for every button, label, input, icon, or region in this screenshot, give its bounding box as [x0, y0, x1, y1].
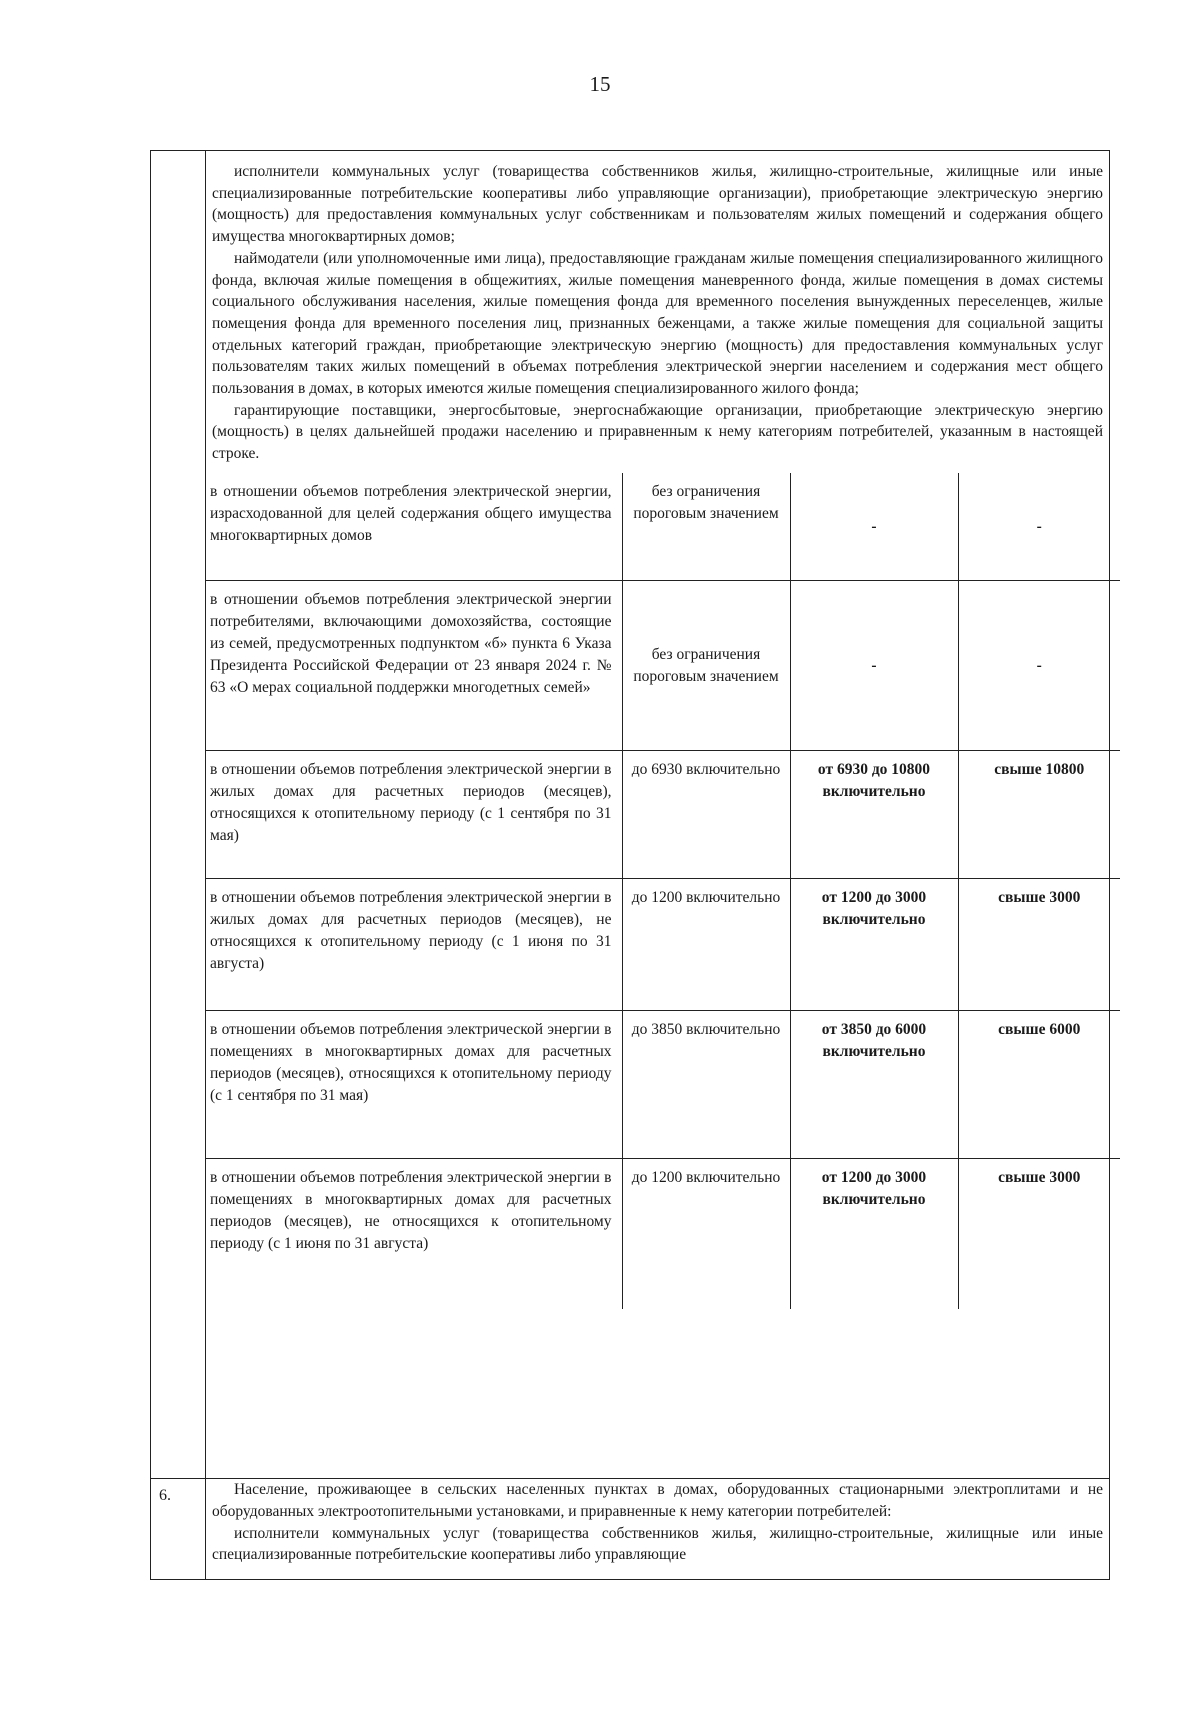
threshold-range-3: свыше 3000 [958, 1159, 1120, 1309]
section-6-paragraph: исполнители коммунальных услуг (товарищества собственников жилья, жилищно-строительные, жилищные или иные специализированные потребительские кооперативы либо управляющие [212, 1524, 1103, 1564]
consumption-condition: в отношении объемов потребления электрической энергии в помещениях в многоквартирных домах для расчетных периодов (месяцев), не относящихся к отопительному периоду (с 1 июня по 31 августа) [206, 1159, 622, 1309]
consumption-condition: в отношении объемов потребления электрической энергии, израсходованной для целей содержания общего имущества многоквартирных домов [206, 473, 622, 581]
page-number: 15 [589, 72, 611, 96]
threshold-range-2: - [790, 581, 958, 751]
section-6-row [151, 1479, 1110, 1580]
threshold-row [206, 1011, 1120, 1159]
consumption-condition: в отношении объемов потребления электрической энергии в жилых домах для расчетных периодов (месяцев), относящихся к отопительному периоду (с 1 сентября по 31 мая) [206, 751, 622, 879]
row-number-cell [151, 151, 206, 1479]
threshold-range-1: до 6930 включительно [622, 751, 790, 879]
consumer-categories-text [206, 151, 1109, 473]
tariff-table [150, 150, 1110, 1580]
row-number: 6. [151, 1479, 206, 1580]
section-6-content [206, 1479, 1110, 1580]
intro-paragraph: исполнители коммунальных услуг (товарищества собственников жилья, жилищно-строительные, жилищные или иные специализированные потребительские кооперативы либо управляющие организации), приобретающие электрическую энергию (мощность) для предоставления коммунальных услуг собственникам и пользователям жилых помещений и содержания общего имущества многоквартирных домов; [212, 163, 1103, 246]
section-5-continuation [151, 151, 1110, 1479]
threshold-range-2: - [790, 473, 958, 581]
threshold-range-1: до 3850 включительно [622, 1011, 790, 1159]
threshold-range-2: от 3850 до 6000 включительно [790, 1011, 958, 1159]
consumption-condition: в отношении объемов потребления электрической энергии в помещениях в многоквартирных домах для расчетных периодов (месяцев), относящихся к отопительному периоду (с 1 сентября по 31 мая) [206, 1011, 622, 1159]
threshold-range-1: без ограничения пороговым значением [622, 581, 790, 751]
threshold-range-2: от 6930 до 10800 включительно [790, 751, 958, 879]
threshold-range-3: свыше 6000 [958, 1011, 1120, 1159]
threshold-row [206, 1159, 1120, 1309]
intro-paragraph: наймодатели (или уполномоченные ими лица), предоставляющие гражданам жилые помещения специализированного жилищного фонда, включая жилые помещения в общежитиях, жилые помещения маневренного фонда, жилые помещения в домах системы социального обслуживания населения, жилые помещения фонда для временного поселения вынужденных переселенцев, жилые помещения фонда для временного поселения лиц, признанных беженцами, а также жилые помещения для социальной защиты отдельных категорий граждан, приобретающие электрическую энергию (мощность) для предоставления коммунальных услуг пользователям таких жилых помещений в объемах потребления электрической энергии населением и содержания мест общего пользования в домах, в которых имеются жилые помещения специализированного жилого фонда; [212, 249, 1103, 398]
threshold-row [206, 473, 1120, 581]
threshold-range-3: свыше 10800 [958, 751, 1120, 879]
threshold-row [206, 879, 1120, 1011]
threshold-range-3: - [958, 581, 1120, 751]
threshold-range-1: до 1200 включительно [622, 1159, 790, 1309]
threshold-row [206, 581, 1120, 751]
threshold-row [206, 751, 1120, 879]
section-content-cell [206, 151, 1110, 1479]
consumption-thresholds-table [206, 473, 1120, 1309]
threshold-range-3: - [958, 473, 1120, 581]
threshold-range-1: без ограничения пороговым значением [622, 473, 790, 581]
section-6-paragraph: Население, проживающее в сельских населенных пунктах в домах, оборудованных стационарными электроплитами и не оборудованных электроотопительными установками, и приравненные к нему категории потребителей: [212, 1481, 1103, 1521]
threshold-range-2: от 1200 до 3000 включительно [790, 879, 958, 1011]
threshold-range-3: свыше 3000 [958, 879, 1120, 1011]
intro-paragraph: гарантирующие поставщики, энергосбытовые, энергоснабжающие организации, приобретающие электрическую энергию (мощность) в целях дальнейшей продажи населению и приравненным к нему категориям потребителей, указанным в настоящей строке. [212, 401, 1103, 463]
consumption-condition: в отношении объемов потребления электрической энергии в жилых домах для расчетных периодов (месяцев), не относящихся к отопительному периоду (с 1 июня по 31 августа) [206, 879, 622, 1011]
threshold-range-1: до 1200 включительно [622, 879, 790, 1011]
consumption-condition: в отношении объемов потребления электрической энергии потребителями, включающими домохозяйства, состоящие из семей, предусмотренных подпунктом «б» пункта 6 Указа Президента Российской Федерации от 23 января 2024 г. № 63 «О мерах социальной поддержки многодетных семей» [206, 581, 622, 751]
threshold-range-2: от 1200 до 3000 включительно [790, 1159, 958, 1309]
